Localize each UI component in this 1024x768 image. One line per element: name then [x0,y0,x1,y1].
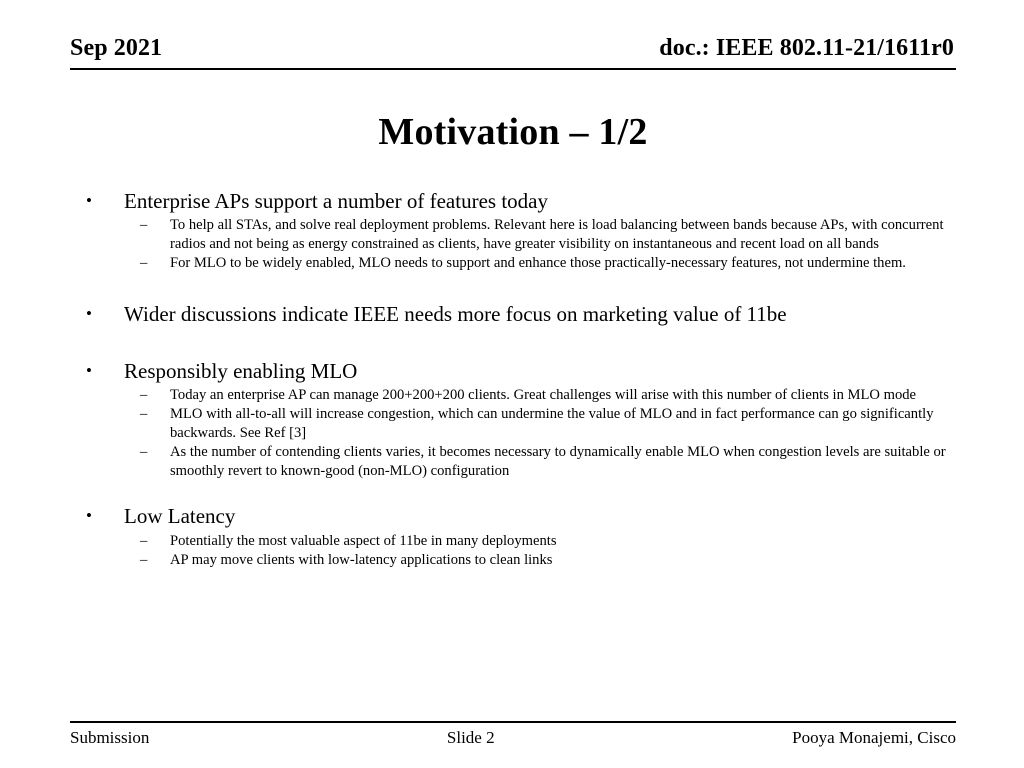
slide-footer [70,721,956,748]
bullet-level2-text: MLO with all-to-all will increase congestion, which can undermine the value of MLO and in fact performance can go significantly backwards. See Ref [3] [170,406,934,442]
dash-marker-icon: – [140,551,148,568]
bullet-marker-icon: • [86,360,92,380]
bullet-section [78,188,958,273]
slide-body [78,188,958,570]
dash-marker-icon: – [140,532,148,549]
bullet-level2 [78,405,958,443]
footer-submission-label: Submission [70,728,150,747]
bullet-section [78,358,958,481]
bullet-level2 [78,551,958,570]
bullet-level2 [78,443,958,481]
page-title: Motivation – 1/2 [378,111,648,153]
bullet-marker-icon: • [86,304,92,324]
bullet-marker-icon: • [86,191,92,210]
bullet-section [78,503,958,569]
dash-marker-icon: – [140,444,148,461]
footer-slide-number: Slide 2 [446,728,495,747]
bullet-section [78,301,958,327]
bullet-level1-text: Enterprise APs support a number of features today [124,189,548,213]
dash-marker-icon: – [140,387,148,404]
bullet-level2 [78,254,958,273]
bullet-level2-text: Today an enterprise AP can manage 200+200+200 clients. Great challenges will arise with this number of clients in MLO mode [170,387,917,404]
bullet-level1 [78,503,958,529]
bullet-level2 [78,532,958,551]
bullet-level1-text: Low Latency [124,504,236,529]
dash-marker-icon: – [140,255,148,272]
bullet-marker-icon: • [86,506,92,526]
section-spacer [78,330,958,358]
dash-marker-icon: – [140,217,148,234]
section-spacer [78,273,958,301]
header-document-number: doc.: IEEE 802.11-21/1611r0 [659,35,954,61]
bullet-level2 [78,216,958,254]
slide-header [70,36,956,70]
bullet-level1-text: Responsibly enabling MLO [124,358,358,383]
bullet-level2-text: To help all STAs, and solve real deployment problems. Relevant here is load balancing between bands because APs, with concurrent radios and not being as energy constrained as clients, have greater visibility on instantaneous and recent load on all bands [170,217,944,253]
bullet-level2 [78,386,958,405]
bullet-level1 [78,301,958,327]
footer-author: Pooya Monajemi, Cisco [792,728,956,747]
header-date: Sep 2021 [70,35,163,61]
bullet-level2-text: For MLO to be widely enabled, MLO needs to support and enhance those practically-necessary features, not undermine them. [170,255,906,272]
bullet-level2-text: AP may move clients with low-latency applications to clean links [170,551,553,568]
bullet-level2-text: Potentially the most valuable aspect of 11be in many deployments [170,532,557,549]
bullet-level1 [78,358,958,384]
bullet-level1 [78,188,958,214]
bullet-level1-text: Wider discussions indicate IEEE needs more focus on marketing value of 11be [124,302,787,327]
bullet-level2-text: As the number of contending clients varies, it becomes necessary to dynamically enable MLO when congestion levels are suitable or smoothly revert to known-good (non-MLO) configuration [170,444,946,480]
section-spacer [78,481,958,503]
dash-marker-icon: – [140,406,148,423]
